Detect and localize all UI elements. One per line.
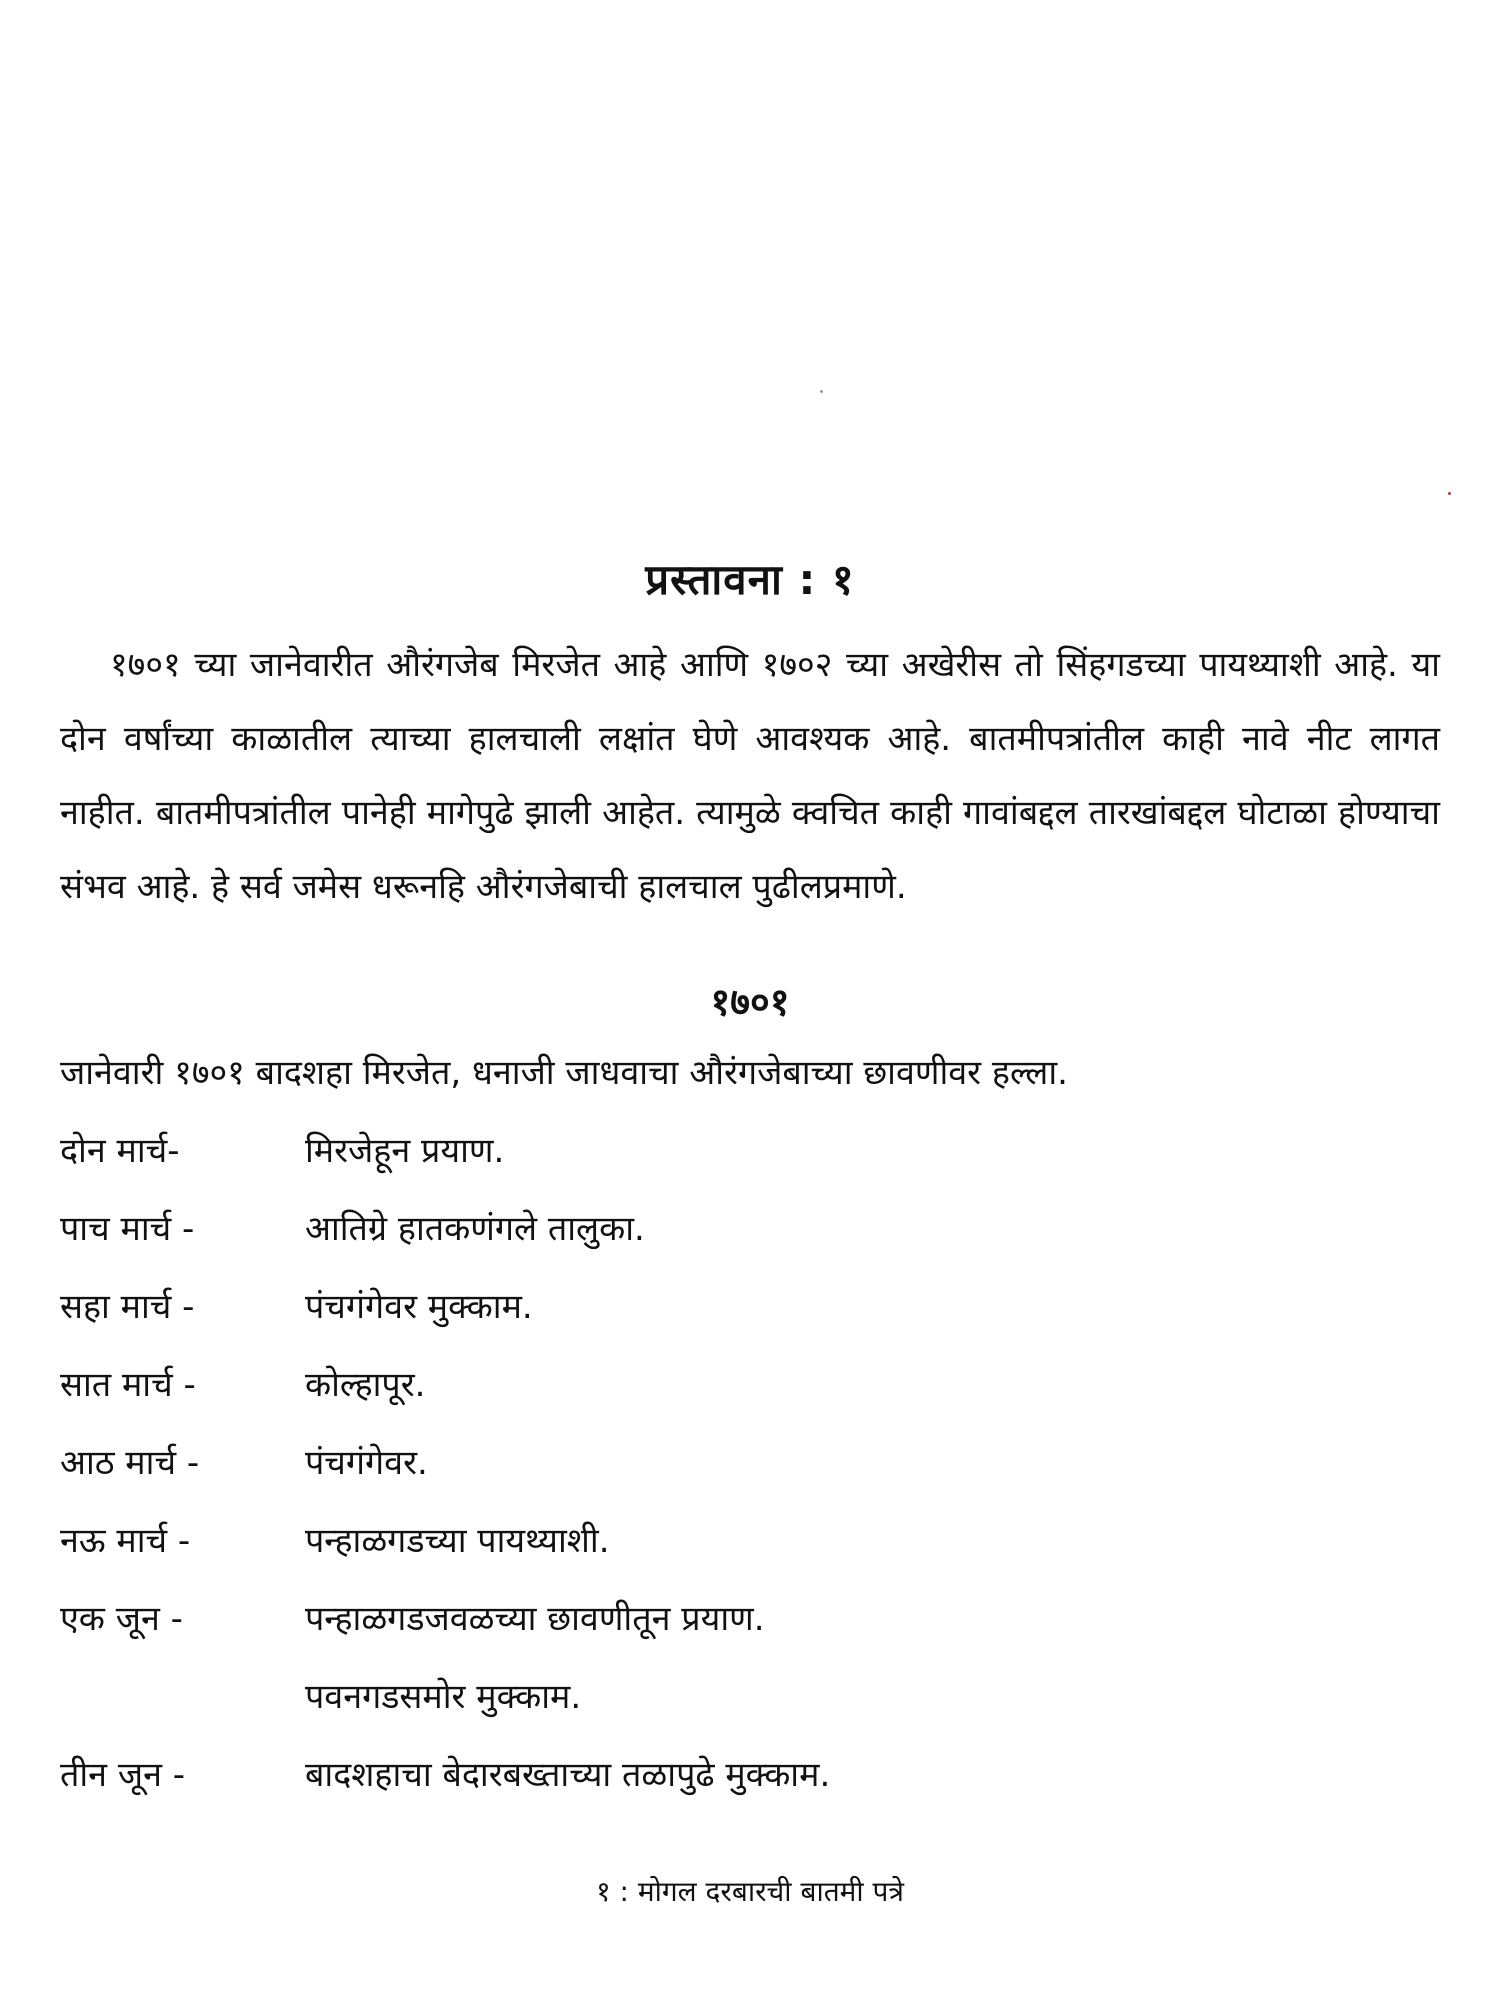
timeline-entry [60, 1204, 1440, 1282]
timeline-entry [60, 1594, 1440, 1672]
entry-date: सात मार्च - [60, 1365, 196, 1405]
timeline-entry [60, 1750, 1440, 1828]
timeline-list [60, 1126, 1440, 1828]
entry-date: सहा मार्च - [60, 1287, 195, 1327]
footnote: १ : मोगल दरबारची बातमी पत्रे [596, 1875, 904, 1908]
timeline-entry [60, 1126, 1440, 1204]
timeline-entry [60, 1672, 1440, 1750]
year-heading: १७०१ [710, 980, 790, 1024]
entry-date: दोन मार्च- [60, 1131, 180, 1171]
entry-date: नऊ मार्च - [60, 1521, 191, 1561]
timeline-entry [60, 1282, 1440, 1360]
print-speck [1448, 492, 1451, 495]
entry-text: कोल्हापूर. [305, 1365, 426, 1405]
entry-date: एक जून - [60, 1599, 183, 1639]
january-entry: जानेवारी १७०१ बादशहा मिरजेत, धनाजी जाधवाचा औरंगजेबाच्या छावणीवर हल्ला. [60, 1053, 1068, 1093]
entry-text: पंचगंगेवर. [305, 1443, 428, 1483]
intro-paragraph [60, 628, 1440, 924]
intro-paragraph-text: १७०१ च्या जानेवारीत औरंगजेब मिरजेत आहे आणि १७०२ च्या अखेरीस तो सिंहगडच्या पायथ्याशी आहे. या दोन वर्षांच्या काळातील त्याच्या हालचाली लक्षांत घेणे आवश्यक आहे. बातमीपत्रांतील काही नावे नीट लागत नाहीत. बातमीपत्रांतील पानेही मागेपुढे झाली आहेत. त्यामुळे क्वचित काही गावांबद्दल तारखांबद्दल घोटाळा होण्याचा संभव आहे. हे सर्व जमेस धरूनहि औरंगजेबाची हालचाल पुढीलप्रमाणे. [60, 645, 1440, 907]
timeline-entry [60, 1438, 1440, 1516]
entry-text: पन्हाळगडजवळच्या छावणीतून प्रयाण. [305, 1599, 765, 1639]
timeline-entry [60, 1516, 1440, 1594]
entry-text: मिरजेहून प्रयाण. [305, 1131, 505, 1171]
entry-date: पाच मार्च - [60, 1209, 195, 1249]
print-speck [820, 390, 823, 393]
entry-date: आठ मार्च - [60, 1443, 200, 1483]
entry-text: बादशहाचा बेदारबख्ताच्या तळापुढे मुक्काम. [305, 1755, 831, 1795]
timeline-entry [60, 1360, 1440, 1438]
entry-text: पवनगडसमोर मुक्काम. [305, 1677, 582, 1717]
entry-text: पन्हाळगडच्या पायथ्याशी. [305, 1521, 610, 1561]
entry-text: आतिग्रे हातकणंगले तालुका. [305, 1209, 645, 1249]
entry-text: पंचगंगेवर मुक्काम. [305, 1287, 533, 1327]
page-heading: प्रस्तावना : १ [645, 555, 855, 604]
entry-date: तीन जून - [60, 1755, 186, 1795]
